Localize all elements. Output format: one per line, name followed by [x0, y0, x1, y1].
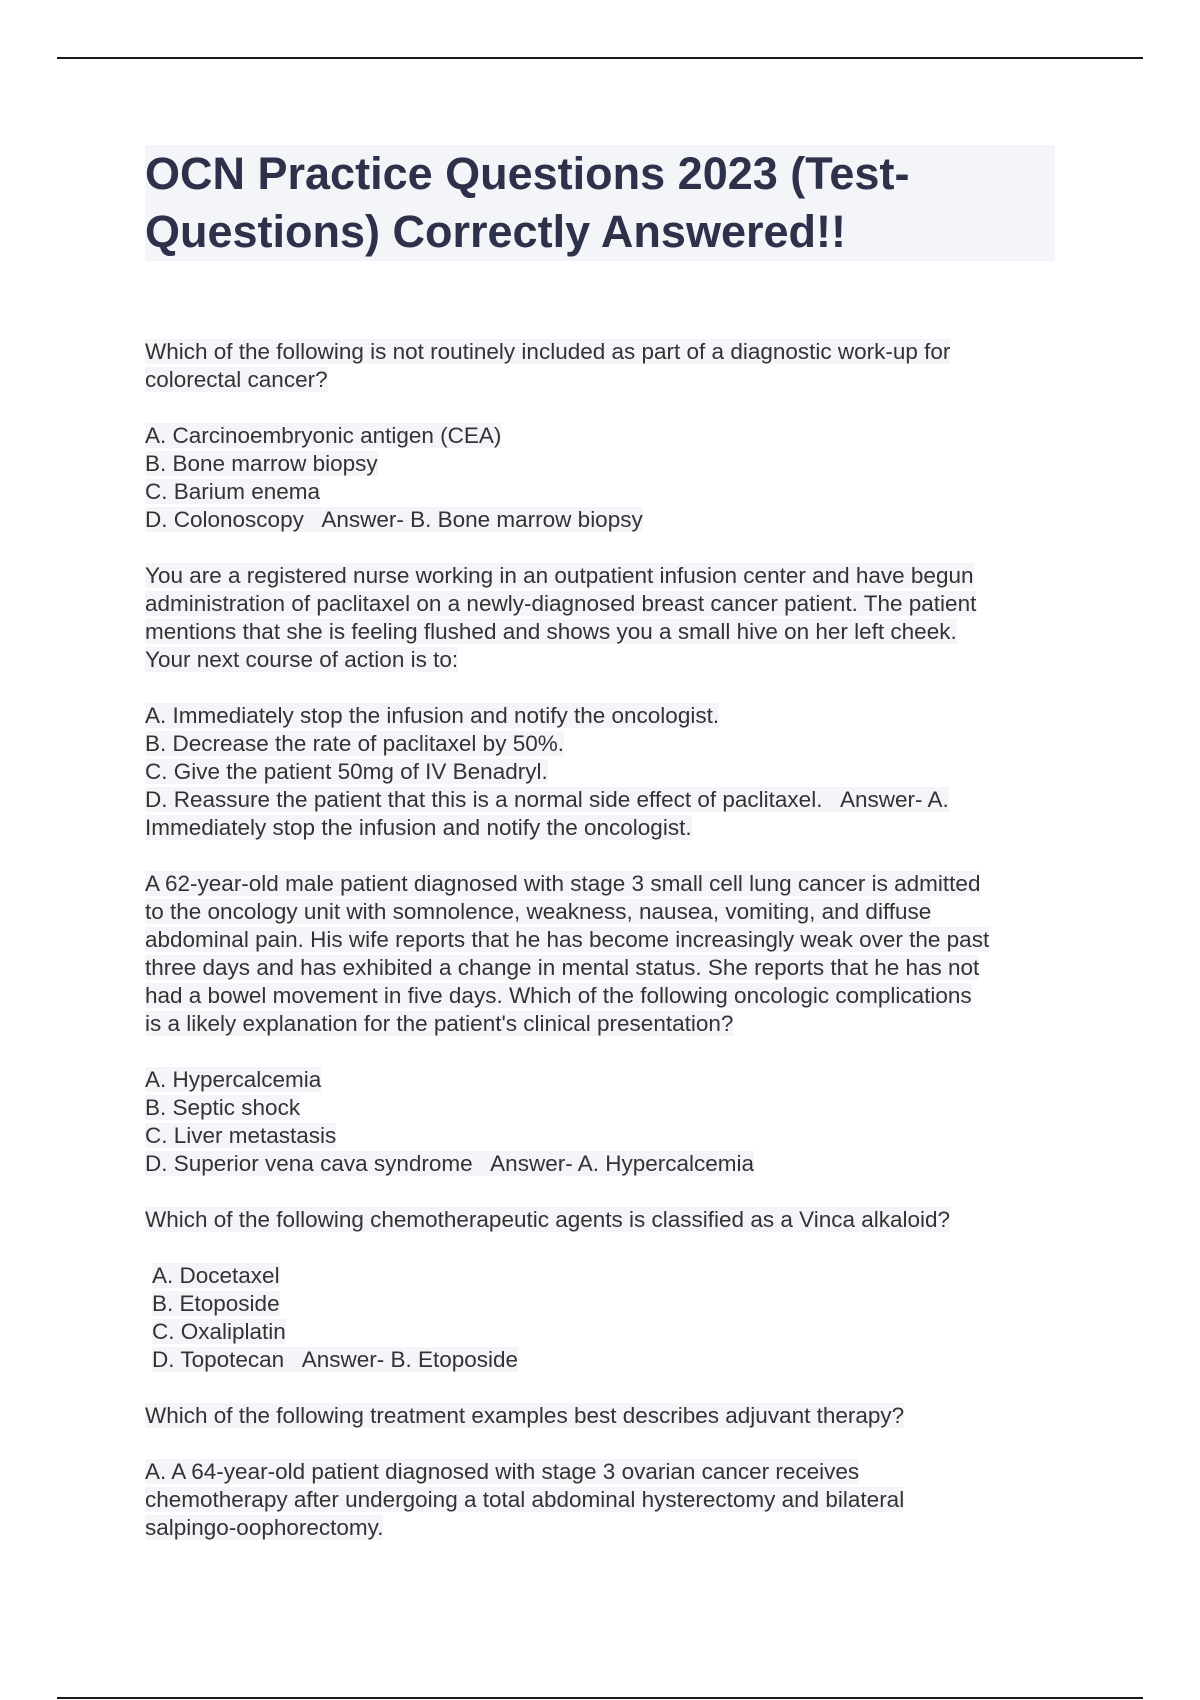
stem-line: Which of the following is not routinely included as part of a diagnostic work-up for	[145, 339, 951, 364]
option-line: A. Hypercalcemia	[145, 1067, 322, 1092]
question-stem	[145, 338, 1055, 394]
stem-line: three days and has exhibited a change in mental status. She reports that he has not	[145, 955, 980, 980]
option-line: B. Decrease the rate of paclitaxel by 50%.	[145, 731, 564, 756]
page-title	[145, 145, 1055, 261]
question-stem	[145, 1206, 1055, 1234]
stem-line: had a bowel movement in five days. Which of the following oncologic complications	[145, 983, 972, 1008]
option-line: D. Reassure the patient that this is a normal side effect of paclitaxel. Answer- A.	[145, 787, 949, 812]
option-line: salpingo-oophorectomy.	[145, 1515, 384, 1540]
option-line: B. Etoposide	[152, 1291, 280, 1316]
stem-line: administration of paclitaxel on a newly-diagnosed breast cancer patient. The patient	[145, 591, 977, 616]
question-options	[145, 1066, 1055, 1178]
title-line: Questions) Correctly Answered!!	[145, 206, 846, 257]
stem-line: A 62-year-old male patient diagnosed with stage 3 small cell lung cancer is admitted	[145, 871, 981, 896]
option-line: Immediately stop the infusion and notify the oncologist.	[145, 815, 692, 840]
document-body	[145, 145, 1055, 1570]
top-rule	[57, 57, 1143, 59]
option-line: C. Liver metastasis	[145, 1123, 337, 1148]
question-options	[145, 1458, 1055, 1542]
option-line: A. Docetaxel	[152, 1263, 280, 1288]
option-line: B. Bone marrow biopsy	[145, 451, 378, 476]
option-line: B. Septic shock	[145, 1095, 301, 1120]
option-line: C. Oxaliplatin	[152, 1319, 286, 1344]
stem-line: to the oncology unit with somnolence, weakness, nausea, vomiting, and diffuse	[145, 899, 932, 924]
option-line: A. A 64-year-old patient diagnosed with stage 3 ovarian cancer receives	[145, 1459, 860, 1484]
option-line: D. Superior vena cava syndrome Answer- A. Hypercalcemia	[145, 1151, 755, 1176]
stem-line: You are a registered nurse working in an outpatient infusion center and have begun	[145, 563, 974, 588]
question-options	[145, 702, 1055, 842]
option-line: C. Give the patient 50mg of IV Benadryl.	[145, 759, 548, 784]
question-options	[145, 422, 1055, 534]
stem-line: mentions that she is feeling flushed and shows you a small hive on her left cheek.	[145, 619, 957, 644]
option-line: chemotherapy after undergoing a total abdominal hysterectomy and bilateral	[145, 1487, 905, 1512]
question-stem	[145, 870, 1055, 1038]
stem-line: Which of the following chemotherapeutic agents is classified as a Vinca alkaloid?	[145, 1207, 951, 1232]
question-options	[145, 1262, 1055, 1374]
title-line: OCN Practice Questions 2023 (Test-	[145, 148, 910, 199]
stem-line: colorectal cancer?	[145, 367, 328, 392]
stem-line: Which of the following treatment examples best describes adjuvant therapy?	[145, 1403, 905, 1428]
option-line: A. Carcinoembryonic antigen (CEA)	[145, 423, 502, 448]
option-line: C. Barium enema	[145, 479, 321, 504]
stem-line: Your next course of action is to:	[145, 647, 459, 672]
question-stem	[145, 562, 1055, 674]
option-line: D. Topotecan Answer- B. Etoposide	[152, 1347, 519, 1372]
stem-line: is a likely explanation for the patient's clinical presentation?	[145, 1011, 734, 1036]
question-stem	[145, 1402, 1055, 1430]
bottom-rule	[57, 1697, 1143, 1699]
stem-line: abdominal pain. His wife reports that he has become increasingly weak over the past	[145, 927, 990, 952]
option-line: A. Immediately stop the infusion and notify the oncologist.	[145, 703, 720, 728]
question-list	[145, 338, 1055, 1542]
option-line: D. Colonoscopy Answer- B. Bone marrow biopsy	[145, 507, 643, 532]
